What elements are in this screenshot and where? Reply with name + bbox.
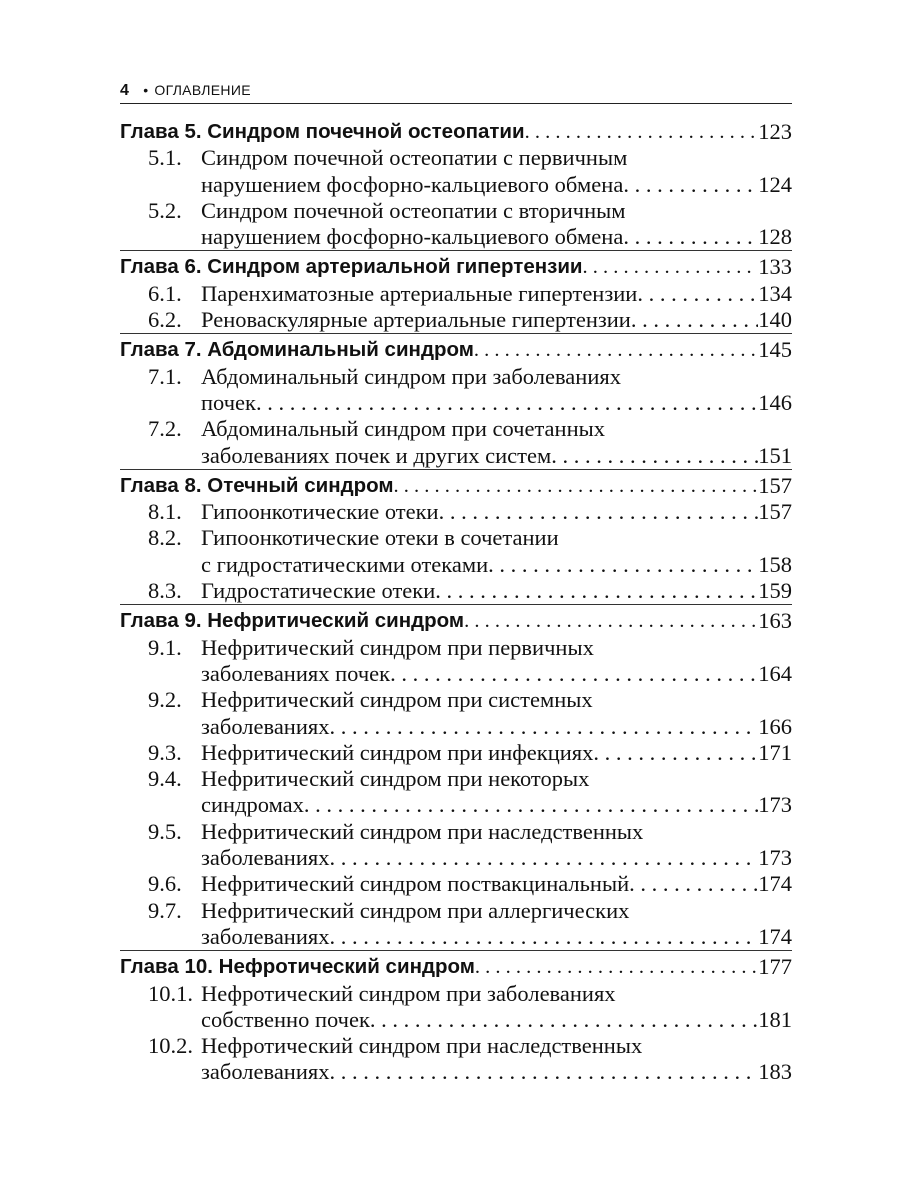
dot-leader bbox=[593, 740, 758, 766]
section-entry-continued[interactable] bbox=[120, 792, 792, 818]
dot-leader bbox=[525, 119, 759, 145]
section-title: Синдром почечной остеопатии с первичным bbox=[201, 145, 628, 171]
section-entry-continued[interactable] bbox=[120, 661, 792, 687]
page-ref: 174 bbox=[758, 871, 792, 897]
section-number: 9.6. bbox=[148, 871, 182, 897]
section-title: Нефритический синдром поствакцинальный bbox=[201, 871, 630, 897]
section-number: 9.4. bbox=[148, 766, 182, 792]
section-title: нарушением фосфорно-кальциевого обмена bbox=[201, 171, 624, 197]
page-ref: 124 bbox=[758, 171, 792, 197]
section-title: Абдоминальный синдром при заболеваниях bbox=[201, 363, 621, 389]
section-entry[interactable] bbox=[120, 145, 792, 171]
section-entry-continued[interactable] bbox=[120, 924, 792, 950]
page-ref: 174 bbox=[758, 923, 792, 949]
section-title: Реноваскулярные артериальные гипертензии bbox=[201, 307, 631, 333]
section-entry[interactable] bbox=[120, 635, 792, 661]
page-ref: 145 bbox=[758, 337, 792, 363]
section-entry[interactable] bbox=[120, 281, 792, 307]
section-number: 10.2. bbox=[148, 1033, 193, 1059]
dot-leader bbox=[330, 845, 759, 871]
section-entry[interactable] bbox=[120, 499, 792, 525]
page-ref: 140 bbox=[758, 307, 792, 333]
section-title: с гидростатическими отеками bbox=[201, 551, 489, 577]
section-title: Гипоонкотические отеки bbox=[201, 499, 439, 525]
chapter-title: Глава 7. Абдоминальный синдром bbox=[120, 338, 474, 362]
section-title: Синдром почечной остеопатии с вторичным bbox=[201, 197, 626, 223]
dot-leader bbox=[474, 337, 758, 363]
section-title: Нефротический синдром при заболеваниях bbox=[201, 980, 616, 1006]
chapter-title: Глава 8. Отечный синдром bbox=[120, 473, 394, 497]
chapter-heading[interactable] bbox=[120, 119, 792, 145]
dot-leader bbox=[583, 254, 759, 280]
section-entry[interactable] bbox=[120, 198, 792, 224]
chapter-5 bbox=[120, 119, 792, 251]
bullet-separator: • bbox=[143, 82, 149, 98]
dot-leader bbox=[370, 1007, 758, 1033]
page-ref: 159 bbox=[758, 578, 792, 604]
dot-leader bbox=[551, 443, 758, 469]
section-number: 9.5. bbox=[148, 818, 182, 844]
section-entry[interactable] bbox=[120, 766, 792, 792]
section-entry-continued[interactable] bbox=[120, 552, 792, 578]
section-title: почек bbox=[201, 389, 256, 415]
section-title: Нефритический синдром при аллергических bbox=[201, 897, 630, 923]
dot-leader bbox=[439, 499, 759, 525]
dot-leader bbox=[304, 792, 758, 818]
header-divider bbox=[120, 103, 792, 104]
section-entry-continued[interactable] bbox=[120, 845, 792, 871]
section-entry[interactable] bbox=[120, 1033, 792, 1059]
section-title: Паренхиматозные артериальные гипертензии bbox=[201, 280, 638, 306]
section-title: Гидростатические отеки bbox=[201, 578, 436, 604]
dot-leader bbox=[629, 871, 758, 897]
page-ref: 133 bbox=[758, 254, 792, 280]
chapter-heading[interactable] bbox=[120, 954, 792, 980]
dot-leader bbox=[488, 552, 758, 578]
page-ref: 157 bbox=[758, 472, 792, 498]
section-entry[interactable] bbox=[120, 898, 792, 924]
section-title: Нефритический синдром при некоторых bbox=[201, 766, 590, 792]
chapter-7 bbox=[120, 337, 792, 469]
chapter-heading[interactable] bbox=[120, 608, 792, 634]
page-ref: 181 bbox=[758, 1006, 792, 1032]
page-ref: 158 bbox=[758, 551, 792, 577]
page-ref: 146 bbox=[758, 389, 792, 415]
dot-leader bbox=[631, 307, 758, 333]
section-entry-continued[interactable] bbox=[120, 1007, 792, 1033]
section-number: 9.3. bbox=[148, 739, 182, 765]
section-title: заболеваниях bbox=[201, 845, 330, 871]
section-title: заболеваниях bbox=[201, 1059, 330, 1085]
section-number: 9.7. bbox=[148, 897, 182, 923]
section-title: Нефритический синдром при первичных bbox=[201, 634, 594, 660]
chapter-title: Глава 10. Нефротический синдром bbox=[120, 955, 475, 979]
page-ref: 166 bbox=[758, 713, 792, 739]
dot-leader bbox=[390, 661, 758, 687]
section-entry[interactable] bbox=[120, 416, 792, 442]
section-number: 7.2. bbox=[148, 416, 182, 442]
page-ref: 123 bbox=[758, 119, 792, 144]
dot-leader bbox=[435, 578, 758, 604]
page-ref: 171 bbox=[758, 739, 792, 765]
section-number: 5.2. bbox=[148, 197, 182, 223]
section-title: Нефритический синдром при инфекциях bbox=[201, 739, 594, 765]
section-title: Нефритический синдром при системных bbox=[201, 687, 593, 713]
section-entry[interactable] bbox=[120, 871, 792, 897]
chapter-title: Глава 5. Синдром почечной остеопатии bbox=[120, 120, 525, 143]
section-title: синдромах bbox=[201, 792, 304, 818]
page-ref: 163 bbox=[758, 608, 792, 634]
section-title: Нефротический синдром при наследственных bbox=[201, 1033, 643, 1059]
dot-leader bbox=[623, 224, 758, 250]
page-number: 4 bbox=[120, 82, 130, 99]
section-entry[interactable] bbox=[120, 364, 792, 390]
section-title: заболеваниях почек bbox=[201, 660, 391, 686]
chapter-8 bbox=[120, 473, 792, 605]
chapter-heading[interactable] bbox=[120, 254, 792, 280]
chapter-9 bbox=[120, 608, 792, 951]
dot-leader bbox=[464, 608, 758, 634]
section-entry[interactable] bbox=[120, 981, 792, 1007]
running-header bbox=[120, 79, 792, 101]
page-ref: 157 bbox=[758, 499, 792, 525]
page-ref: 151 bbox=[758, 442, 792, 468]
page-ref: 134 bbox=[758, 280, 792, 306]
section-title: нарушением фосфорно-кальциевого обмена bbox=[201, 224, 624, 250]
section-entry-continued[interactable] bbox=[120, 224, 792, 250]
section-number: 8.3. bbox=[148, 578, 182, 604]
section-entry-continued[interactable] bbox=[120, 172, 792, 198]
section-title: заболеваниях почек и других систем bbox=[201, 442, 552, 468]
section-number: 10.1. bbox=[148, 980, 193, 1006]
section-entry[interactable] bbox=[120, 740, 792, 766]
chapter-6 bbox=[120, 254, 792, 334]
chapter-heading[interactable] bbox=[120, 337, 792, 363]
chapter-heading[interactable] bbox=[120, 473, 792, 499]
chapter-10 bbox=[120, 954, 792, 1085]
chapter-title: Глава 6. Синдром артериальной гипертензии bbox=[120, 255, 583, 279]
section-number: 5.1. bbox=[148, 145, 182, 171]
section-title: заболеваниях bbox=[201, 713, 330, 739]
section-entry[interactable] bbox=[120, 687, 792, 713]
dot-leader bbox=[256, 390, 758, 416]
section-number: 6.1. bbox=[148, 280, 182, 306]
section-entry-continued[interactable] bbox=[120, 443, 792, 469]
section-number: 9.1. bbox=[148, 634, 182, 660]
section-title: заболеваниях bbox=[201, 923, 330, 949]
section-title: собственно почек bbox=[201, 1006, 370, 1032]
section-entry[interactable] bbox=[120, 819, 792, 845]
dot-leader bbox=[394, 473, 759, 499]
chapter-title: Глава 9. Нефритический синдром bbox=[120, 609, 465, 633]
section-entry-continued[interactable] bbox=[120, 390, 792, 416]
section-number: 7.1. bbox=[148, 363, 182, 389]
section-entry-continued[interactable] bbox=[120, 714, 792, 740]
dot-leader bbox=[475, 954, 758, 980]
table-of-contents bbox=[120, 119, 792, 1089]
section-number: 8.2. bbox=[148, 525, 182, 551]
section-entry[interactable] bbox=[120, 307, 792, 333]
dot-leader bbox=[330, 924, 759, 950]
section-entry[interactable] bbox=[120, 578, 792, 604]
page-ref: 173 bbox=[758, 845, 792, 871]
section-entry[interactable] bbox=[120, 525, 792, 551]
page-ref: 128 bbox=[758, 224, 792, 250]
page-ref: 164 bbox=[758, 660, 792, 686]
section-title: Гипоонкотические отеки в сочетании bbox=[201, 525, 559, 551]
dot-leader bbox=[637, 281, 758, 307]
dot-leader bbox=[623, 172, 758, 198]
section-title: Абдоминальный синдром при сочетанных bbox=[201, 416, 605, 442]
page-ref: 177 bbox=[758, 954, 792, 980]
page-ref: 173 bbox=[758, 792, 792, 818]
running-title: ОГЛАВЛЕНИЕ bbox=[154, 82, 251, 98]
section-number: 6.2. bbox=[148, 307, 182, 333]
section-entry-continued[interactable] bbox=[120, 1059, 792, 1085]
dot-leader bbox=[330, 714, 759, 740]
dot-leader bbox=[330, 1059, 759, 1085]
page-ref: 183 bbox=[758, 1059, 792, 1085]
section-number: 9.2. bbox=[148, 687, 182, 713]
section-number: 8.1. bbox=[148, 499, 182, 525]
section-title: Нефритический синдром при наследственных bbox=[201, 818, 644, 844]
